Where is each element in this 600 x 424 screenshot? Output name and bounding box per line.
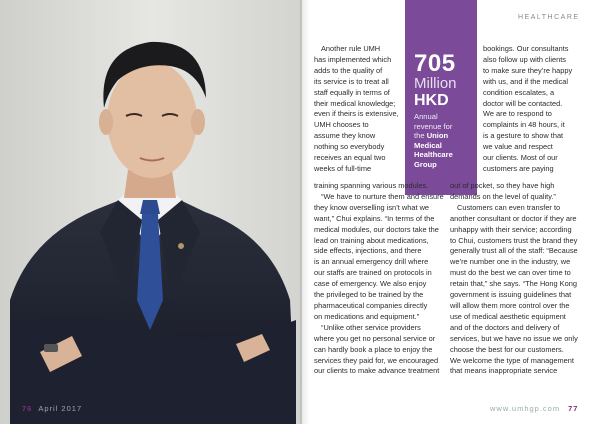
article-line: staff equally in terms of <box>314 87 390 97</box>
article-line: with us, and if the medical <box>483 76 569 86</box>
article-column-2-top <box>483 44 581 175</box>
article-line: generally trust all of the staff: “Because <box>450 246 578 256</box>
right-page-number: 77 <box>568 404 579 413</box>
callout-desc-line: Medical <box>414 140 442 150</box>
article-line: We welcome the type of management <box>450 355 574 365</box>
issue-date: April 2017 <box>38 404 83 413</box>
article-line: doctor will be contacted. <box>483 98 563 108</box>
callout-description <box>414 112 477 169</box>
callout-number: 705 <box>414 50 456 77</box>
article-line: to Chui, customers trust the brand they <box>450 235 578 245</box>
article-line: out of pocket, so they have high <box>450 181 555 190</box>
article-line: weeks of full-time <box>314 163 372 173</box>
article-line: customers are paying <box>483 163 554 173</box>
article-line: demands on the level of quality.” <box>450 191 556 201</box>
article-line: government is issuing guidelines that <box>450 290 572 300</box>
left-page-number: 76 <box>22 404 33 413</box>
callout-desc-line: Healthcare <box>414 150 453 159</box>
article-line: UMH chooses to <box>314 120 369 130</box>
article-line: where you get no personal service or <box>314 333 436 343</box>
article-line: can hardly book a place to enjoy the <box>314 344 433 354</box>
article-line: is an annual emergency drill where <box>314 257 429 267</box>
article-line: condition escalates, a <box>483 87 555 97</box>
article-line: they know overselling isn’t what we <box>314 202 430 212</box>
article-line: to make sure they’re happy <box>483 65 573 75</box>
article-line: We are to respond to <box>483 109 552 119</box>
article-line: our clients to make advance treatment <box>314 366 440 376</box>
callout-desc-line: Annual <box>414 112 438 121</box>
article-line: “Unlike other service providers <box>321 322 421 332</box>
article-line: Another rule UMH <box>321 44 381 53</box>
article-line: pharmaceutical companies directly <box>314 300 428 310</box>
article-line: we value and respect <box>483 142 553 152</box>
article-line: Customers can even transfer to <box>457 202 561 212</box>
article-line: also follow up with clients <box>483 54 566 64</box>
article-line: our staffs are trained on protocols in <box>314 268 432 278</box>
article-line: is a gesture to show that <box>483 131 564 141</box>
article-line: our clients. Most of our <box>483 153 558 163</box>
article-column-1-top <box>314 44 406 175</box>
article-line: retain that,” she says. “The Hong Kong <box>450 279 577 289</box>
article-line: that means inappropriate service <box>450 366 558 376</box>
website-url: www.umhgp.com <box>490 404 561 413</box>
article-line: bookings. Our consultants <box>483 44 569 53</box>
article-line: we’re number one in the industry, we <box>450 257 571 267</box>
article-line: training spanning various modules. <box>314 181 429 190</box>
left-folio <box>22 404 82 413</box>
page-gutter <box>300 0 310 424</box>
article-line: and of the doctors and delivery of <box>450 322 560 332</box>
article-line: another consultant or doctor if they are <box>450 213 577 223</box>
article-line: services, but we have no issue we only <box>450 333 578 343</box>
article-column-2-bottom <box>450 181 584 377</box>
callout-desc-line: revenue for <box>414 121 453 131</box>
article-line: want,” Chui explains. “In terms of the <box>314 213 435 223</box>
article-line: medical modules, our doctors take the <box>314 224 439 234</box>
article-line: has implemented which <box>314 54 392 64</box>
revenue-callout <box>405 0 477 195</box>
article-line: lead on training about medications, <box>314 235 429 245</box>
article-line: will allow them more control over the <box>450 300 570 310</box>
callout-currency: HKD <box>414 92 449 109</box>
article-line: adds to the quality of <box>314 65 383 75</box>
article-line: case of emergency. We also enjoy <box>314 279 427 289</box>
callout-unit: Million <box>414 75 457 92</box>
article-line: unhappy with their service; according <box>450 224 572 234</box>
article-line: receives an equal two <box>314 153 386 163</box>
callout-desc-line: the Union <box>414 131 449 140</box>
article-line: its service is to treat all <box>314 76 389 86</box>
article-line: nothing so everybody <box>314 142 385 152</box>
article-line: even if theirs is extensive, <box>314 109 399 119</box>
callout-desc-line: Group <box>414 159 437 169</box>
article-line: the privileged to be trained by the <box>314 290 424 300</box>
article-line: “We have to nurture them and ensure <box>321 191 444 201</box>
right-folio <box>490 404 578 413</box>
article-line: choose the best for our customers. <box>450 344 564 354</box>
article-line: assume they know <box>314 131 376 141</box>
article-line: use of medical aesthetic equipment <box>450 311 566 321</box>
article-line: must do the best we can over time to <box>450 268 571 278</box>
section-label: HEALTHCARE <box>518 14 580 21</box>
article-line: on medications and equipment.” <box>314 311 420 321</box>
article-line: services they paid for, we encouraged <box>314 355 439 365</box>
article-line: complaints in 48 hours, it <box>483 120 565 130</box>
article-line: side effects, injections, and there <box>314 246 422 256</box>
article-line: their medical knowledge; <box>314 98 396 108</box>
